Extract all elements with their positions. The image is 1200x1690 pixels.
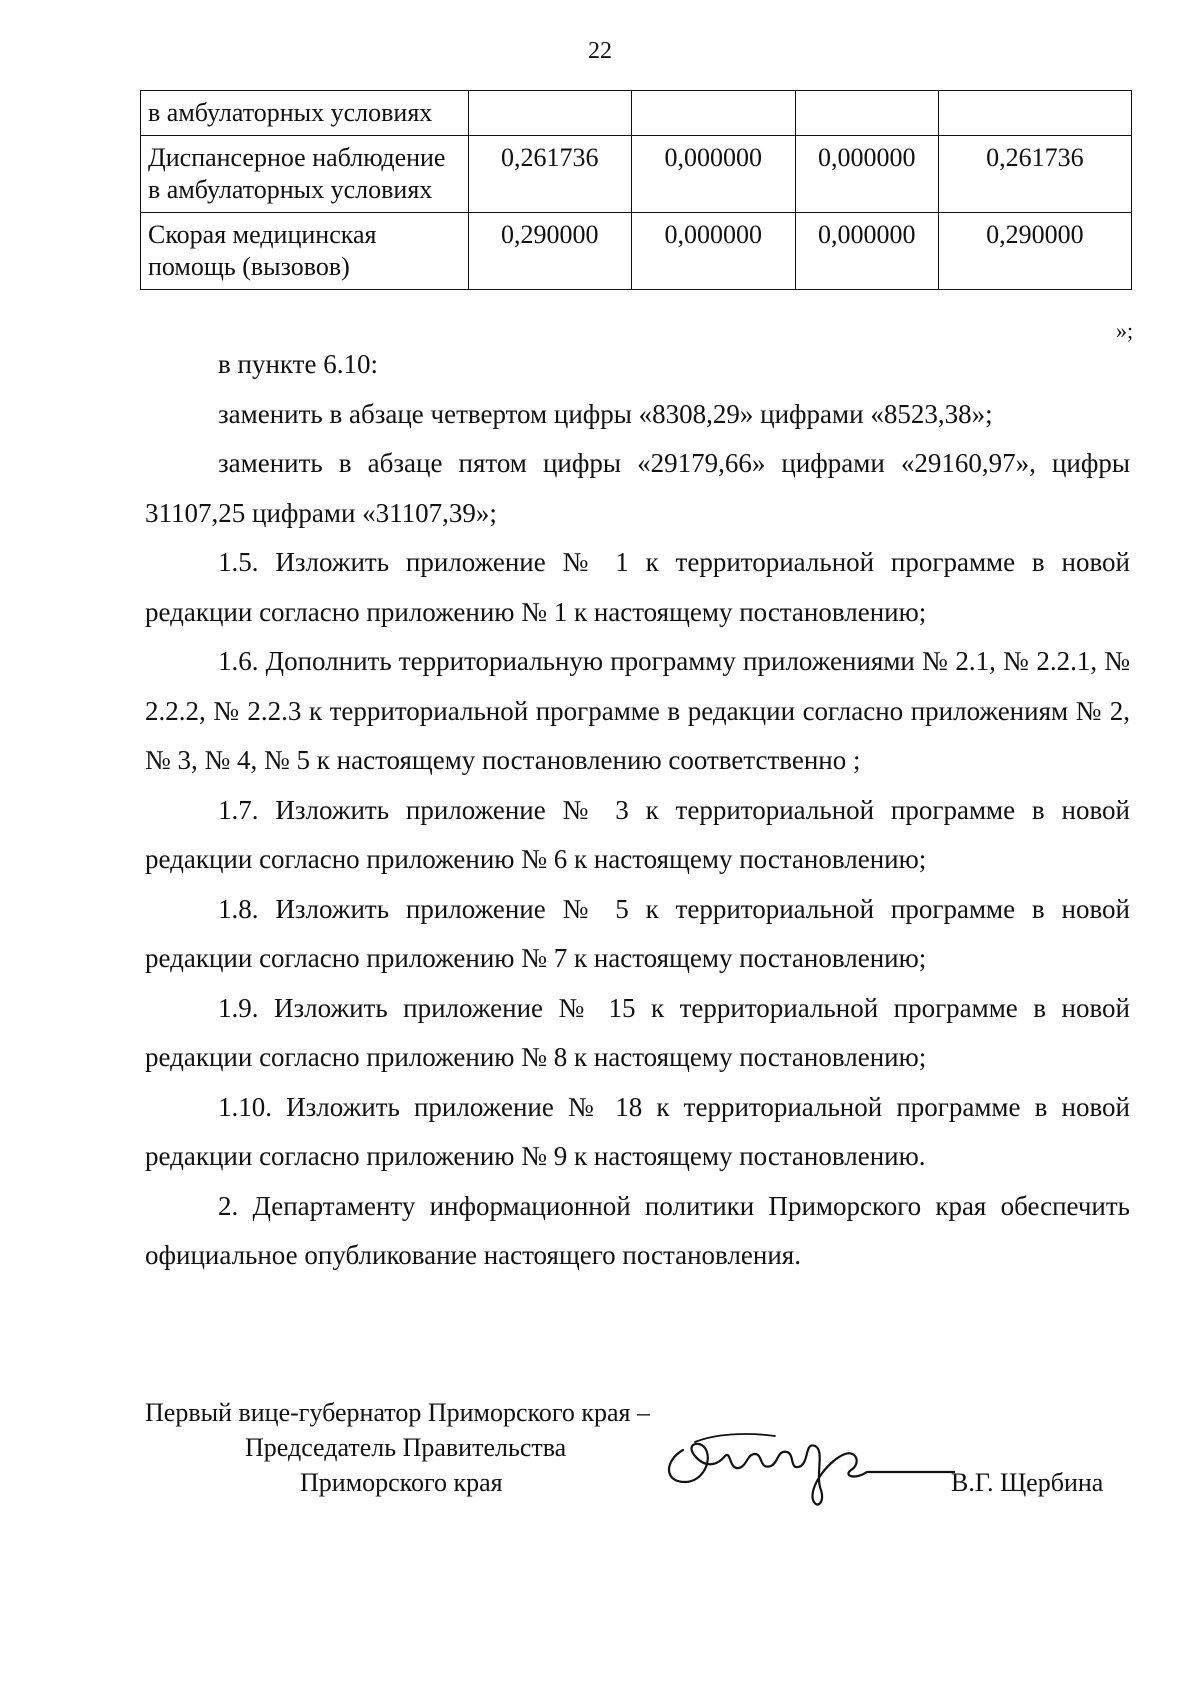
table-cell: 0,000000: [631, 213, 795, 290]
paragraph: в пункте 6.10:: [218, 349, 378, 379]
table-cell: Диспансерное наблюдение в амбулаторных условиях: [141, 136, 469, 213]
page-number: 22: [588, 38, 612, 64]
table-cell: 0,000000: [795, 136, 938, 213]
table-cell: Скорая медицинская помощь (вызовов): [141, 213, 469, 290]
table-cell: в амбулаторных условиях: [141, 91, 469, 136]
paragraph: 1.10. Изложить приложение № 18 к территориальной программе в новой редакции согласно приложению № 9 к настоящему постановлению.: [145, 1091, 1130, 1171]
table-row: [141, 213, 1132, 290]
table-cell: [631, 91, 795, 136]
table-cell: 0,000000: [795, 213, 938, 290]
signature-block: [145, 1395, 1130, 1515]
table-cell: [468, 91, 631, 136]
signatory-title: Председатель Правительства: [245, 1433, 567, 1462]
table-cell: 0,261736: [468, 136, 631, 213]
table-cell: 0,000000: [631, 136, 795, 213]
table-row: [141, 136, 1132, 213]
data-table: [140, 90, 1132, 290]
table-cell: [795, 91, 938, 136]
table-row: [141, 91, 1132, 136]
table-cell: [938, 91, 1131, 136]
paragraph: заменить в абзаце пятом цифры «29179,66» цифрами «29160,97», цифры 31107,25 цифрами «31107,39»;: [145, 448, 1130, 528]
paragraph: 1.7. Изложить приложение № 3 к территориальной программе в новой редакции согласно приложению № 6 к настоящему постановлению;: [145, 794, 1130, 874]
paragraph: 2. Департаменту информационной политики Приморского края обеспечить официальное опубликование настоящего постановления.: [145, 1190, 1130, 1270]
signatory-name: В.Г. Щербина: [951, 1468, 1104, 1497]
paragraph: 1.6. Дополнить территориальную программу приложениями № 2.1, № 2.2.1, № 2.2.2, № 2.2.3 к территориальной программе в редакции согласно приложениям № 2, № 3, № 4, № 5 к настоящему постановлению соответственно ;: [145, 646, 1130, 775]
table-cell: 0,261736: [938, 136, 1131, 213]
document-body: [145, 340, 1130, 1281]
paragraph: 1.8. Изложить приложение № 5 к территориальной программе в новой редакции согласно приложению № 7 к настоящему постановлению;: [145, 893, 1130, 973]
handwritten-signature-icon: [655, 1420, 955, 1515]
table-cell: 0,290000: [468, 213, 631, 290]
table-cell: 0,290000: [938, 213, 1131, 290]
paragraph: 1.5. Изложить приложение № 1 к территориальной программе в новой редакции согласно приложению № 1 к настоящему постановлению;: [145, 547, 1130, 627]
closing-quote: »;: [1116, 318, 1134, 343]
signatory-title: Приморского края: [300, 1468, 503, 1497]
paragraph: 1.9. Изложить приложение № 15 к территориальной программе в новой редакции согласно приложению № 8 к настоящему постановлению;: [145, 992, 1130, 1072]
paragraph: заменить в абзаце четвертом цифры «8308,29» цифрами «8523,38»;: [218, 398, 993, 429]
signatory-title: Первый вице-губернатор Приморского края –: [145, 1398, 650, 1427]
